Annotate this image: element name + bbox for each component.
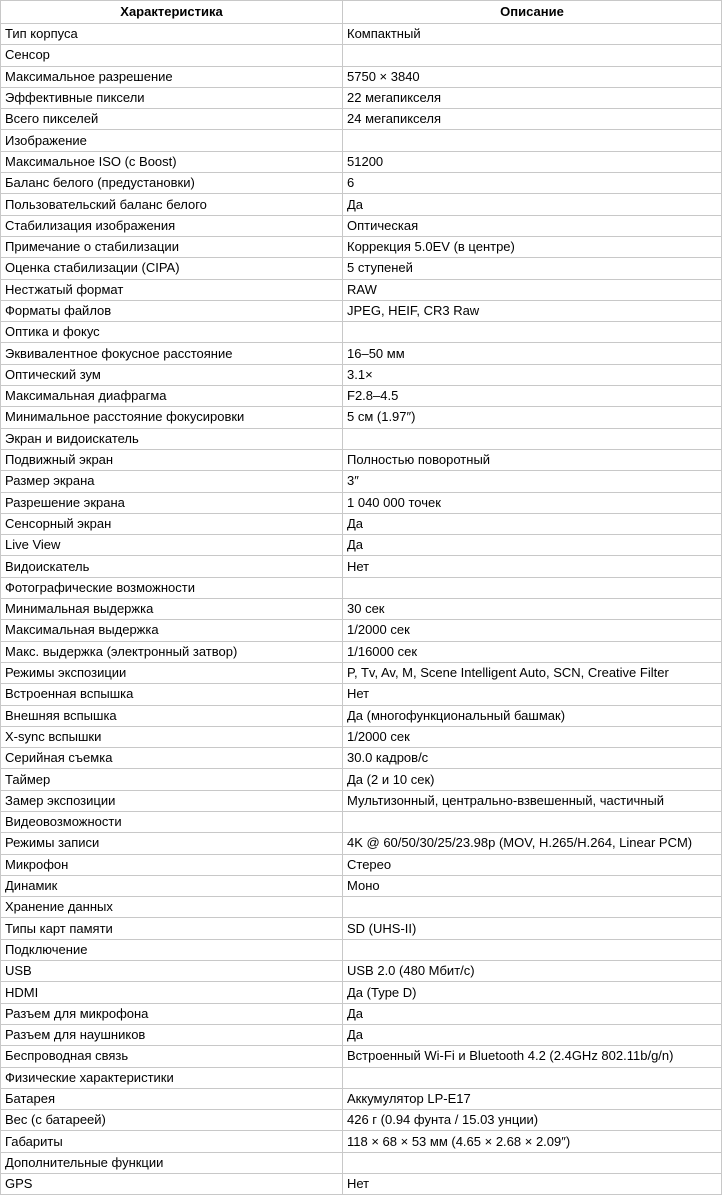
- spec-value-cell: 5 ступеней: [343, 258, 722, 279]
- table-row: [1, 577, 722, 598]
- spec-name-cell: Размер экрана: [1, 471, 343, 492]
- table-row: [1, 151, 722, 172]
- table-row: [1, 109, 722, 130]
- spec-value-cell: Нет: [343, 684, 722, 705]
- table-row: [1, 87, 722, 108]
- table-row: [1, 1067, 722, 1088]
- spec-name-cell: Максимальная диафрагма: [1, 386, 343, 407]
- spec-value-cell: [343, 1152, 722, 1173]
- header-characteristic: Характеристика: [1, 1, 343, 24]
- spec-value-cell: 3″: [343, 471, 722, 492]
- table-row: [1, 279, 722, 300]
- spec-name-cell: Встроенная вспышка: [1, 684, 343, 705]
- table-row: [1, 300, 722, 321]
- spec-name-cell: Разрешение экрана: [1, 492, 343, 513]
- spec-value-cell: Полностью поворотный: [343, 449, 722, 470]
- spec-name-cell: Хранение данных: [1, 897, 343, 918]
- spec-name-cell: Замер экспозиции: [1, 790, 343, 811]
- spec-value-cell: Да: [343, 194, 722, 215]
- table-row: [1, 194, 722, 215]
- spec-value-cell: Компактный: [343, 24, 722, 45]
- spec-name-cell: Форматы файлов: [1, 300, 343, 321]
- table-row: [1, 66, 722, 87]
- spec-name-cell: Макс. выдержка (электронный затвор): [1, 641, 343, 662]
- spec-name-cell: Режимы записи: [1, 833, 343, 854]
- table-row: [1, 897, 722, 918]
- table-row: [1, 449, 722, 470]
- spec-value-cell: Аккумулятор LP-E17: [343, 1088, 722, 1109]
- spec-value-cell: JPEG, HEIF, CR3 Raw: [343, 300, 722, 321]
- spec-name-cell: USB: [1, 961, 343, 982]
- spec-value-cell: Мультизонный, центрально-взвешенный, частичный: [343, 790, 722, 811]
- table-row: [1, 428, 722, 449]
- spec-value-cell: 16–50 мм: [343, 343, 722, 364]
- spec-value-cell: USB 2.0 (480 Мбит/с): [343, 961, 722, 982]
- spec-value-cell: 24 мегапикселя: [343, 109, 722, 130]
- spec-value-cell: 426 г (0.94 фунта / 15.03 унции): [343, 1110, 722, 1131]
- spec-value-cell: P, Tv, Av, M, Scene Intelligent Auto, SCN, Creative Filter: [343, 662, 722, 683]
- table-row: [1, 215, 722, 236]
- table-row: [1, 45, 722, 66]
- spec-name-cell: Live View: [1, 535, 343, 556]
- spec-value-cell: [343, 322, 722, 343]
- table-row: [1, 1131, 722, 1152]
- spec-name-cell: Оценка стабилизации (CIPA): [1, 258, 343, 279]
- spec-value-cell: Оптическая: [343, 215, 722, 236]
- table-row: [1, 811, 722, 832]
- spec-name-cell: Стабилизация изображения: [1, 215, 343, 236]
- table-row: [1, 833, 722, 854]
- spec-name-cell: Динамик: [1, 875, 343, 896]
- spec-value-cell: [343, 428, 722, 449]
- spec-value-cell: Нет: [343, 556, 722, 577]
- spec-value-cell: 1/16000 сек: [343, 641, 722, 662]
- spec-name-cell: Видоискатель: [1, 556, 343, 577]
- table-row: [1, 1174, 722, 1195]
- spec-name-cell: Минимальное расстояние фокусировки: [1, 407, 343, 428]
- spec-value-cell: Да: [343, 1024, 722, 1045]
- spec-name-cell: Всего пикселей: [1, 109, 343, 130]
- spec-value-cell: 5750 × 3840: [343, 66, 722, 87]
- spec-name-cell: Эффективные пиксели: [1, 87, 343, 108]
- table-row: [1, 173, 722, 194]
- spec-value-cell: Нет: [343, 1174, 722, 1195]
- table-row: [1, 790, 722, 811]
- spec-name-cell: Подвижный экран: [1, 449, 343, 470]
- spec-name-cell: Максимальная выдержка: [1, 620, 343, 641]
- spec-value-cell: 1/2000 сек: [343, 620, 722, 641]
- spec-value-cell: [343, 1067, 722, 1088]
- spec-value-cell: [343, 897, 722, 918]
- spec-value-cell: Да (2 и 10 сек): [343, 769, 722, 790]
- spec-value-cell: Стерео: [343, 854, 722, 875]
- spec-value-cell: 118 × 68 × 53 мм (4.65 × 2.68 × 2.09″): [343, 1131, 722, 1152]
- spec-name-cell: Экран и видоискатель: [1, 428, 343, 449]
- spec-name-cell: Изображение: [1, 130, 343, 151]
- table-row: [1, 364, 722, 385]
- table-row: [1, 875, 722, 896]
- table-row: [1, 258, 722, 279]
- spec-name-cell: Сенсорный экран: [1, 513, 343, 534]
- table-row: [1, 705, 722, 726]
- spec-name-cell: Пользовательский баланс белого: [1, 194, 343, 215]
- table-row: [1, 1088, 722, 1109]
- table-header-row: [1, 1, 722, 24]
- table-row: [1, 1024, 722, 1045]
- spec-value-cell: SD (UHS-II): [343, 918, 722, 939]
- table-row: [1, 641, 722, 662]
- spec-name-cell: Видеовозможности: [1, 811, 343, 832]
- table-row: [1, 961, 722, 982]
- table-row: [1, 471, 722, 492]
- spec-name-cell: Серийная съемка: [1, 748, 343, 769]
- spec-value-cell: 22 мегапикселя: [343, 87, 722, 108]
- spec-value-cell: RAW: [343, 279, 722, 300]
- spec-name-cell: GPS: [1, 1174, 343, 1195]
- table-row: [1, 918, 722, 939]
- spec-value-cell: [343, 577, 722, 598]
- spec-name-cell: Физические характеристики: [1, 1067, 343, 1088]
- spec-name-cell: Вес (с батареей): [1, 1110, 343, 1131]
- table-row: [1, 1046, 722, 1067]
- spec-value-cell: 6: [343, 173, 722, 194]
- table-row: [1, 769, 722, 790]
- spec-name-cell: Баланс белого (предустановки): [1, 173, 343, 194]
- spec-value-cell: [343, 45, 722, 66]
- spec-name-cell: Максимальное ISO (с Boost): [1, 151, 343, 172]
- spec-value-cell: Да: [343, 1003, 722, 1024]
- spec-name-cell: Дополнительные функции: [1, 1152, 343, 1173]
- spec-name-cell: Максимальное разрешение: [1, 66, 343, 87]
- table-row: [1, 343, 722, 364]
- spec-value-cell: 4K @ 60/50/30/25/23.98p (MOV, H.265/H.264, Linear PCM): [343, 833, 722, 854]
- spec-value-cell: [343, 811, 722, 832]
- spec-name-cell: Фотографические возможности: [1, 577, 343, 598]
- spec-value-cell: Встроенный Wi-Fi и Bluetooth 4.2 (2.4GHz 802.11b/g/n): [343, 1046, 722, 1067]
- spec-value-cell: 30 сек: [343, 599, 722, 620]
- spec-name-cell: Разъем для наушников: [1, 1024, 343, 1045]
- spec-value-cell: Да (Type D): [343, 982, 722, 1003]
- spec-name-cell: Нестжатый формат: [1, 279, 343, 300]
- table-row: [1, 1152, 722, 1173]
- spec-value-cell: 3.1×: [343, 364, 722, 385]
- spec-name-cell: Микрофон: [1, 854, 343, 875]
- spec-name-cell: Таймер: [1, 769, 343, 790]
- spec-name-cell: Батарея: [1, 1088, 343, 1109]
- table-row: [1, 513, 722, 534]
- spec-value-cell: 30.0 кадров/с: [343, 748, 722, 769]
- spec-name-cell: Оптика и фокус: [1, 322, 343, 343]
- spec-value-cell: 1/2000 сек: [343, 726, 722, 747]
- header-description: Описание: [343, 1, 722, 24]
- spec-name-cell: Внешняя вспышка: [1, 705, 343, 726]
- table-row: [1, 407, 722, 428]
- spec-name-cell: Подключение: [1, 939, 343, 960]
- spec-name-cell: Тип корпуса: [1, 24, 343, 45]
- spec-name-cell: Минимальная выдержка: [1, 599, 343, 620]
- spec-name-cell: Типы карт памяти: [1, 918, 343, 939]
- table-row: [1, 236, 722, 257]
- table-row: [1, 748, 722, 769]
- table-row: [1, 684, 722, 705]
- table-row: [1, 386, 722, 407]
- table-row: [1, 939, 722, 960]
- spec-name-cell: Примечание о стабилизации: [1, 236, 343, 257]
- spec-name-cell: Габариты: [1, 1131, 343, 1152]
- table-row: [1, 620, 722, 641]
- spec-name-cell: Беспроводная связь: [1, 1046, 343, 1067]
- spec-name-cell: Сенсор: [1, 45, 343, 66]
- table-row: [1, 24, 722, 45]
- table-row: [1, 322, 722, 343]
- spec-value-cell: 5 см (1.97″): [343, 407, 722, 428]
- spec-value-cell: [343, 130, 722, 151]
- table-body: [1, 24, 722, 1195]
- table-row: [1, 1003, 722, 1024]
- spec-value-cell: Коррекция 5.0EV (в центре): [343, 236, 722, 257]
- table-row: [1, 662, 722, 683]
- table-row: [1, 1110, 722, 1131]
- table-row: [1, 599, 722, 620]
- table-row: [1, 726, 722, 747]
- table-row: [1, 982, 722, 1003]
- spec-value-cell: Моно: [343, 875, 722, 896]
- spec-name-cell: Оптический зум: [1, 364, 343, 385]
- table-row: [1, 556, 722, 577]
- spec-name-cell: X-sync вспышки: [1, 726, 343, 747]
- table-row: [1, 854, 722, 875]
- spec-value-cell: Да: [343, 535, 722, 556]
- spec-name-cell: Режимы экспозиции: [1, 662, 343, 683]
- table-row: [1, 535, 722, 556]
- spec-value-cell: 1 040 000 точек: [343, 492, 722, 513]
- spec-value-cell: F2.8–4.5: [343, 386, 722, 407]
- table-row: [1, 492, 722, 513]
- spec-name-cell: Эквивалентное фокусное расстояние: [1, 343, 343, 364]
- table-row: [1, 130, 722, 151]
- spec-value-cell: Да: [343, 513, 722, 534]
- spec-value-cell: [343, 939, 722, 960]
- spec-name-cell: Разъем для микрофона: [1, 1003, 343, 1024]
- spec-value-cell: 51200: [343, 151, 722, 172]
- spec-value-cell: Да (многофункциональный башмак): [343, 705, 722, 726]
- spec-name-cell: HDMI: [1, 982, 343, 1003]
